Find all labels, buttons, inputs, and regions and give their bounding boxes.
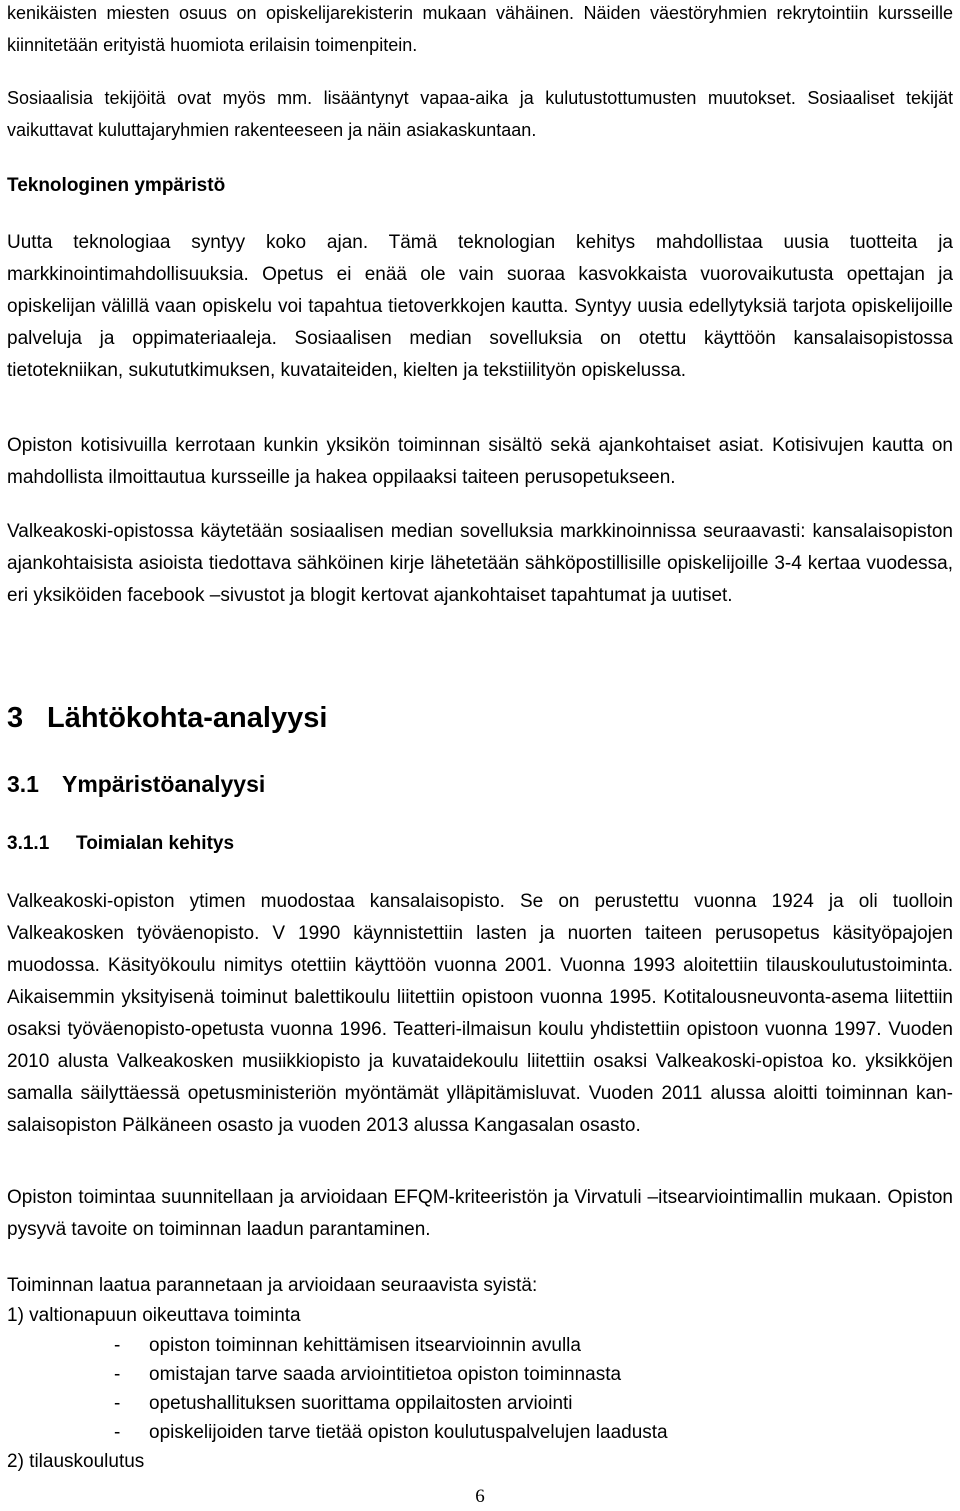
heading-level-3 bbox=[7, 828, 234, 860]
sub-list-item bbox=[114, 1388, 573, 1420]
heading-level-1-number: 3 bbox=[7, 702, 24, 734]
heading-level-3-title: Toimialan kehitys bbox=[76, 833, 235, 854]
sub-list-item-text: opetushallituksen suorittama oppilaitosten arviointi bbox=[149, 1393, 573, 1414]
list-item-1: 1) valtionapuun oikeuttava toiminta bbox=[7, 1305, 301, 1326]
list-item-2: 2) tilauskoulutus bbox=[7, 1451, 145, 1472]
paragraph-technology: Uutta teknologiaa syntyy koko ajan. Tämä teknologian kehitys mahdollistaa uusia tuotteita ja markkinointimahdollisuuksia. Opetus ei enää ole vain suoraa kasvokkaista vuorovaikutusta opettajan ja opiskelijan välillä vaan opiskelu voi tapahtua tietoverkkojen kautta. Syntyy uusia edellytyksiä tarjota opiskelijoille palveluja ja oppimateriaaleja. Sosiaalisen median sovelluksia on otettu käyttöön kansalaisopistossa tietotekniikan, sukututkimuksen, kuvataiteiden, kielten ja tekstiilityön opiskelussa. bbox=[7, 232, 953, 381]
sub-list-item bbox=[114, 1330, 581, 1362]
paragraph-intro: kenikäisten miesten osuus on opiskelijarekisterin mukaan vähäinen. Näiden väestöryhmien rekrytointiin kursseille kiinnitetään erityistä huomiota erilaisin toimenpitein. bbox=[7, 3, 953, 55]
sub-list-item bbox=[114, 1417, 668, 1449]
heading-level-2 bbox=[7, 766, 265, 802]
heading-level-2-number: 3.1 bbox=[7, 771, 39, 797]
list-dash: - bbox=[114, 1335, 121, 1356]
paragraph-history: Valkeakoski-opiston ytimen muodostaa kansalaisopisto. Se on perustettu vuonna 1924 ja oli tuolloin Valkeakosken työväenopisto. V 1990 käynnistettiin lasten ja nuorten taiteen perusopetus käsityöpajojen muodossa. Käsityökoulu nimitys otettiin käyttöön vuonna 2001. Vuonna 1993 aloitettiin tilauskoulutustoiminta. Aikaisemmin yksityisenä toiminut balettikoulu liitettiin opistoon vuonna 1995. Kotitalousneuvonta-asema liitettiin osaksi työväenopisto-opetusta vuonna 1996. Teatteri-ilmaisun koulu yhdistettiin opistoon vuonna 1997. Vuoden 2010 alusta Valkeakosken musiikkiopisto ja kuvataidekoulu liitettiin osaksi Valkeakoski-opistoa ko. yksikköjen samalla säilyttäessä opetusministeriön myöntämät ylläpitämisluvat. Vuoden 2011 alussa aloitti toiminnan kansalaisopiston Pälkäneen osasto ja vuoden 2013 alussa Kangasalan osasto. bbox=[7, 891, 953, 1136]
heading-level-1 bbox=[7, 698, 327, 738]
sub-list-item bbox=[114, 1359, 621, 1391]
paragraph-quality-intro: Toiminnan laatua parannetaan ja arvioidaan seuraavista syistä: bbox=[7, 1275, 538, 1296]
paragraph-website: Opiston kotisivuilla kerrotaan kunkin yksikön toiminnan sisältö sekä ajankohtaiset asiat. Kotisivujen kautta on mahdollista ilmoittautua kursseille ja hakea oppilaaksi taiteen perusopetukseen. bbox=[7, 435, 953, 488]
sub-list-item-text: opiskelijoiden tarve tietää opiston koulutuspalvelujen laadusta bbox=[149, 1422, 668, 1443]
heading-level-2-title: Ympäristöanalyysi bbox=[62, 771, 266, 797]
heading-level-1-title: Lähtökohta-analyysi bbox=[47, 702, 328, 734]
list-dash: - bbox=[114, 1393, 121, 1414]
sub-list-item-text: omistajan tarve saada arviointitietoa opiston toiminnasta bbox=[149, 1364, 622, 1385]
list-dash: - bbox=[114, 1422, 121, 1443]
paragraph-marketing: Valkeakoski-opistossa käytetään sosiaalisen median sovelluksia markkinoinnissa seuraavasti: kansalaisopiston ajankohtaisista asioista tiedottava sähköinen kirje lähetetään sähköpostillisille opiskelijoille 3-4 kertaa vuodessa, eri yksiköiden facebook –sivustot ja blogit kertovat ajankohtaiset tapahtumat ja uutiset. bbox=[7, 521, 953, 606]
list-dash: - bbox=[114, 1364, 121, 1385]
paragraph-social-factors: Sosiaalisia tekijöitä ovat myös mm. lisääntynyt vapaa-aika ja kulutustottumusten muutokset. Sosiaaliset tekijät vaikuttavat kuluttajaryhmien rakenteeseen ja näin asiakaskuntaan. bbox=[7, 88, 953, 140]
page-number: 6 bbox=[475, 1486, 485, 1507]
heading-technological-environment: Teknologinen ympäristö bbox=[7, 175, 226, 196]
heading-level-3-number: 3.1.1 bbox=[7, 833, 50, 854]
sub-list-item-text: opiston toiminnan kehittämisen itsearvioinnin avulla bbox=[149, 1335, 581, 1356]
paragraph-efqm: Opiston toimintaa suunnitellaan ja arvioidaan EFQM-kriteeristön ja Virvatuli –itsearviointimallin mukaan. Opiston pysyvä tavoite on toiminnan laadun parantaminen. bbox=[7, 1187, 953, 1240]
